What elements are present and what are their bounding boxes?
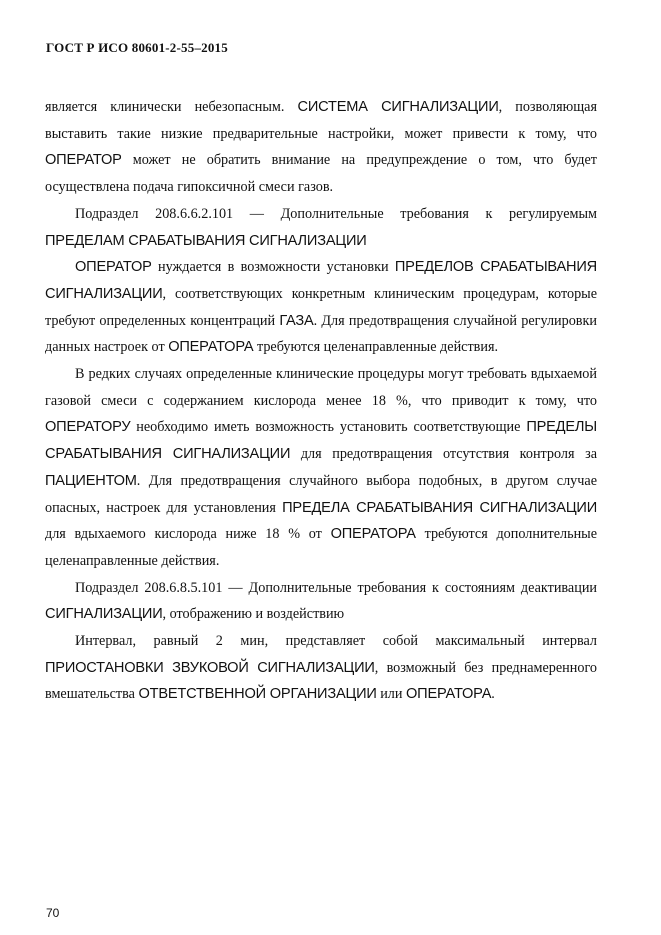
paragraph-text: для вдыхаемого кислорода ниже 18 % от [45,526,331,543]
defined-term: ОПЕРАТОРУ [45,419,131,436]
defined-term: ОПЕРАТОРА [168,339,254,356]
paragraph [45,94,597,201]
paragraph [45,628,597,708]
paragraph [45,575,597,628]
paragraph-text: , позволяющая выставить такие низкие предварительные настройки, может привести к тому, что [45,99,597,142]
document-header: ГОСТ Р ИСО 80601-2-55–2015 [46,40,228,55]
defined-term: ПРЕДЕЛАМ СРАБАТЫВАНИЯ СИГНАЛИЗАЦИИ [45,232,367,249]
paragraph-text: . Для предотвращения случайного выбора подобных, в другом случае опасных, настроек для установления [45,472,597,516]
paragraph-text: необходимо иметь возможность установить соответствующие [130,419,527,436]
paragraph-text: Подраздел 208.6.6.2.101 — Дополнительные требования к регулируемым [75,205,597,222]
paragraph [45,254,597,361]
defined-term: ПАЦИЕНТОМ [45,472,137,489]
paragraph-text: для предотвращения отсутствия контроля за [290,446,597,463]
document-body [45,94,597,708]
paragraph-text: требуются целенаправленные действия. [253,339,499,356]
paragraph-text: может не обратить внимание на предупреждение о том, что будет осуществлена подача гипоксичной смеси газов. [45,152,597,196]
defined-term: ОПЕРАТОРА [330,526,416,543]
defined-term: ГАЗА [279,312,314,329]
defined-term: ОПЕРАТОР [75,259,152,276]
paragraph-text: , соответствующих конкретным клиническим процедурам, которые требуют определенных концентраций [45,285,597,329]
paragraph-text: требуются дополнительные целенаправленные действия. [45,526,597,569]
paragraph-text: . Для предотвращения случайной регулировки данных настроек от [45,312,597,356]
paragraph-text: или [376,686,407,703]
paragraph-text: Интервал, равный 2 мин, представляет собой максимальный интервал [75,633,597,650]
defined-term: СИСТЕМА СИГНАЛИЗАЦИИ [297,99,499,115]
defined-term: ПРИОСТАНОВКИ ЗВУКОВОЙ СИГНАЛИЗАЦИИ [45,659,375,676]
paragraph-text: , возможный без преднамеренного вмешательства [45,659,598,703]
paragraph-text: , отображению и воздействию [162,606,345,623]
paragraph-text: является клинически небезопасным. [45,99,298,115]
defined-term: ОТВЕТСТВЕННОЙ ОРГАНИЗАЦИИ [138,686,377,703]
defined-term: ПРЕДЕЛА СРАБАТЫВАНИЯ СИГНАЛИЗАЦИИ [282,499,598,516]
page-number: 70 [46,906,60,920]
defined-term: ОПЕРАТОРА [406,686,492,703]
paragraph-text: . [491,686,495,703]
paragraph-text: Подраздел 208.6.8.5.101 — Дополнительные требования к состояниям деактивации [75,579,597,596]
paragraph [45,361,597,575]
defined-term: ПРЕДЕЛЫ СРАБАТЫВАНИЯ СИГНАЛИЗАЦИИ [45,419,597,463]
defined-term: ОПЕРАТОР [45,152,122,169]
paragraph-text: В редких случаях определенные клинические процедуры могут требовать вдыхаемой газовой смеси с содержанием кислорода менее 18 %, что приводит к тому, что [45,366,597,409]
paragraph-text: нуждается в возможности установки [151,259,395,276]
defined-term: СИГНАЛИЗАЦИИ [45,606,163,623]
defined-term: ПРЕДЕЛОВ СРАБАТЫВАНИЯ СИГНАЛИЗАЦИИ [45,259,597,302]
paragraph [45,201,597,254]
